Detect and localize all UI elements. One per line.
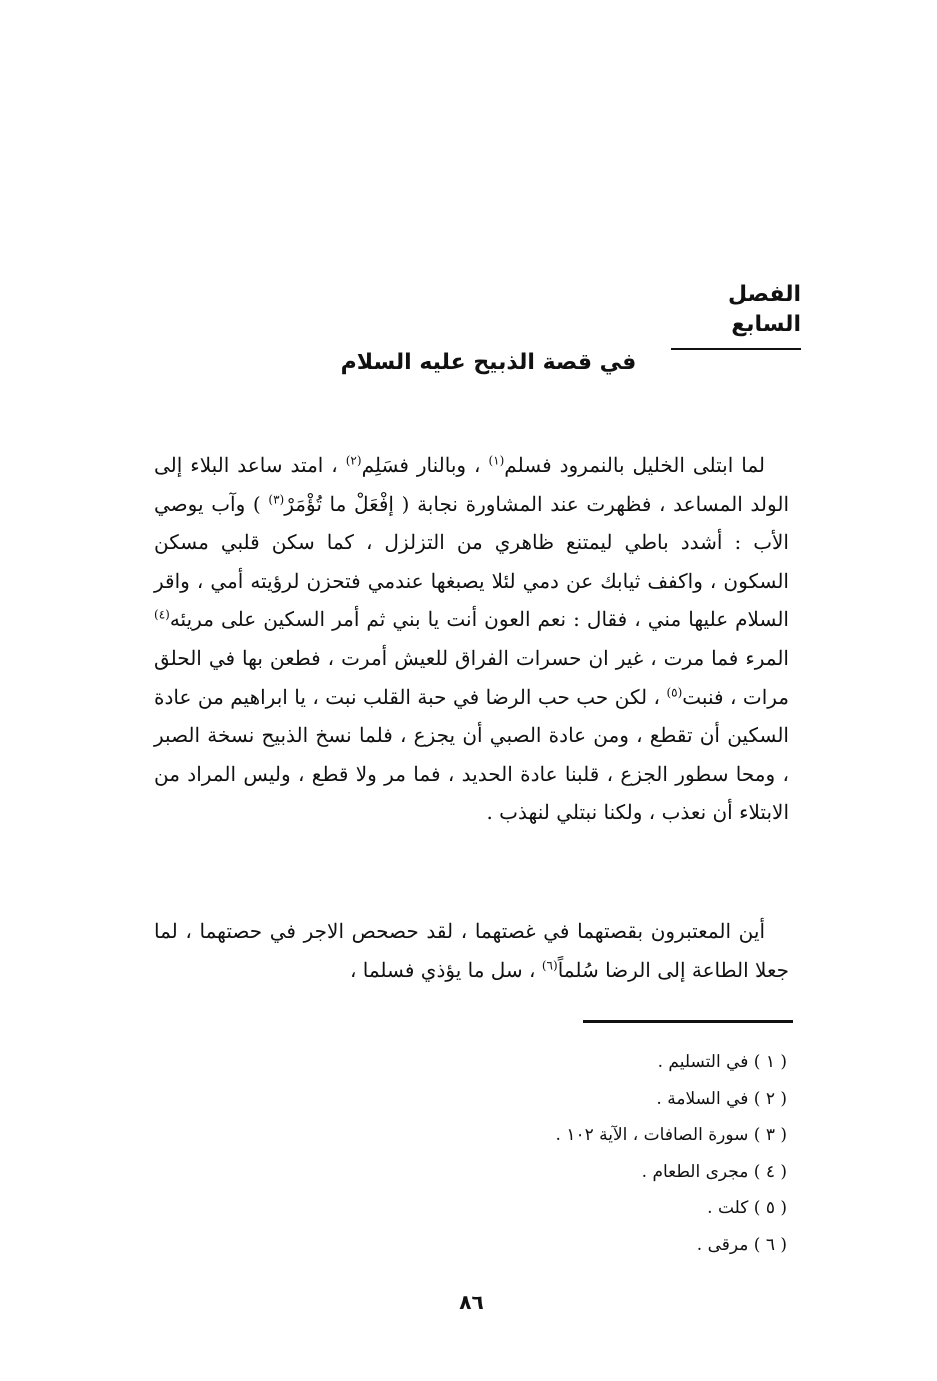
text-segment: ، سل ما يؤذي فسلما ، [349, 957, 542, 982]
footnote-item: ( ٦ ) مرقى . [696, 1234, 787, 1255]
text-segment: ) وآب يوصي الأب : أشدد باطي ليمتنع ظاهري من التزلزل ، كما سكن قلبي مسكن السكون ، واكفف ثيابك عن دمي لئلا يصبغها عندمي فتحزن لرؤيته أمي ، واقر السلام عليها مني ، فقال : نعم العون أنت يا بني ثم أمر السكين على مريئه [154, 491, 789, 632]
text-segment: ، لكن حب حب الرضا في حبة القلب نبت ، يا ابراهيم من عادة السكين أن تقطع ، ومن عادة الصبي أن يجزع ، فلما نسخ الذبيح نسخة الصبر ، ومحا سطور الجزع ، قلبنا عادة الحديد ، فما مر ولا قطع ، وليس المراد من الابتلاء أن نعذب ، ولكنا نبتلي لنهذب . [154, 684, 789, 825]
footnote-separator [583, 1020, 793, 1023]
page-number: ٨٦ [459, 1290, 484, 1314]
footnotes-list [287, 1044, 787, 1264]
footnote-item: ( ٤ ) مجرى الطعام . [641, 1161, 787, 1182]
text-segment: أين المعتبرون بقصتهما في غصتهما ، لقد حصحص الاجر في حصتهما ، لما جعلا الطاعة إلى الرضا سُلماً [154, 919, 789, 982]
footnote-ref-3: (٣) [268, 491, 285, 506]
footnote-ref-5: (٥) [666, 684, 683, 699]
text-segment: المرء فما مرت ، غير ان حسرات الفراق للعيش أمرت ، فطعن بها في الحلق مرات ، فنبت [154, 645, 790, 709]
chapter-label: الفصل السابع [671, 280, 801, 350]
chapter-title: في قصة الذبيح عليه السلام [340, 350, 637, 375]
footnote-item: ( ٥ ) كلت . [707, 1198, 787, 1219]
footnote-item: ( ١ ) في التسليم . [657, 1052, 787, 1072]
footnote-item: ( ٣ ) سورة الصافات ، الآية ١٠٢ . [555, 1125, 787, 1146]
footnote-item: ( ٢ ) في السلامة . [656, 1088, 787, 1109]
footnote-ref-1: (١) [488, 453, 505, 468]
text-segment: ، امتد ساعد البلاء إلى الولد المساعد ، فظهرت عند المشاورة نجابة ( إفْعَلْ ما تُؤْمَرْ [154, 453, 790, 516]
footnote-ref-2: (٢) [345, 453, 362, 468]
body-paragraph-2 [154, 912, 789, 989]
footnote-ref-6: (٦) [541, 957, 558, 972]
text-segment: لما ابتلى الخليل بالنمرود فسلم [504, 453, 766, 477]
footnote-ref-4: (٤) [154, 607, 170, 622]
text-segment: ، وبالنار فسَلِم [361, 453, 489, 477]
body-paragraph-1 [154, 446, 789, 832]
